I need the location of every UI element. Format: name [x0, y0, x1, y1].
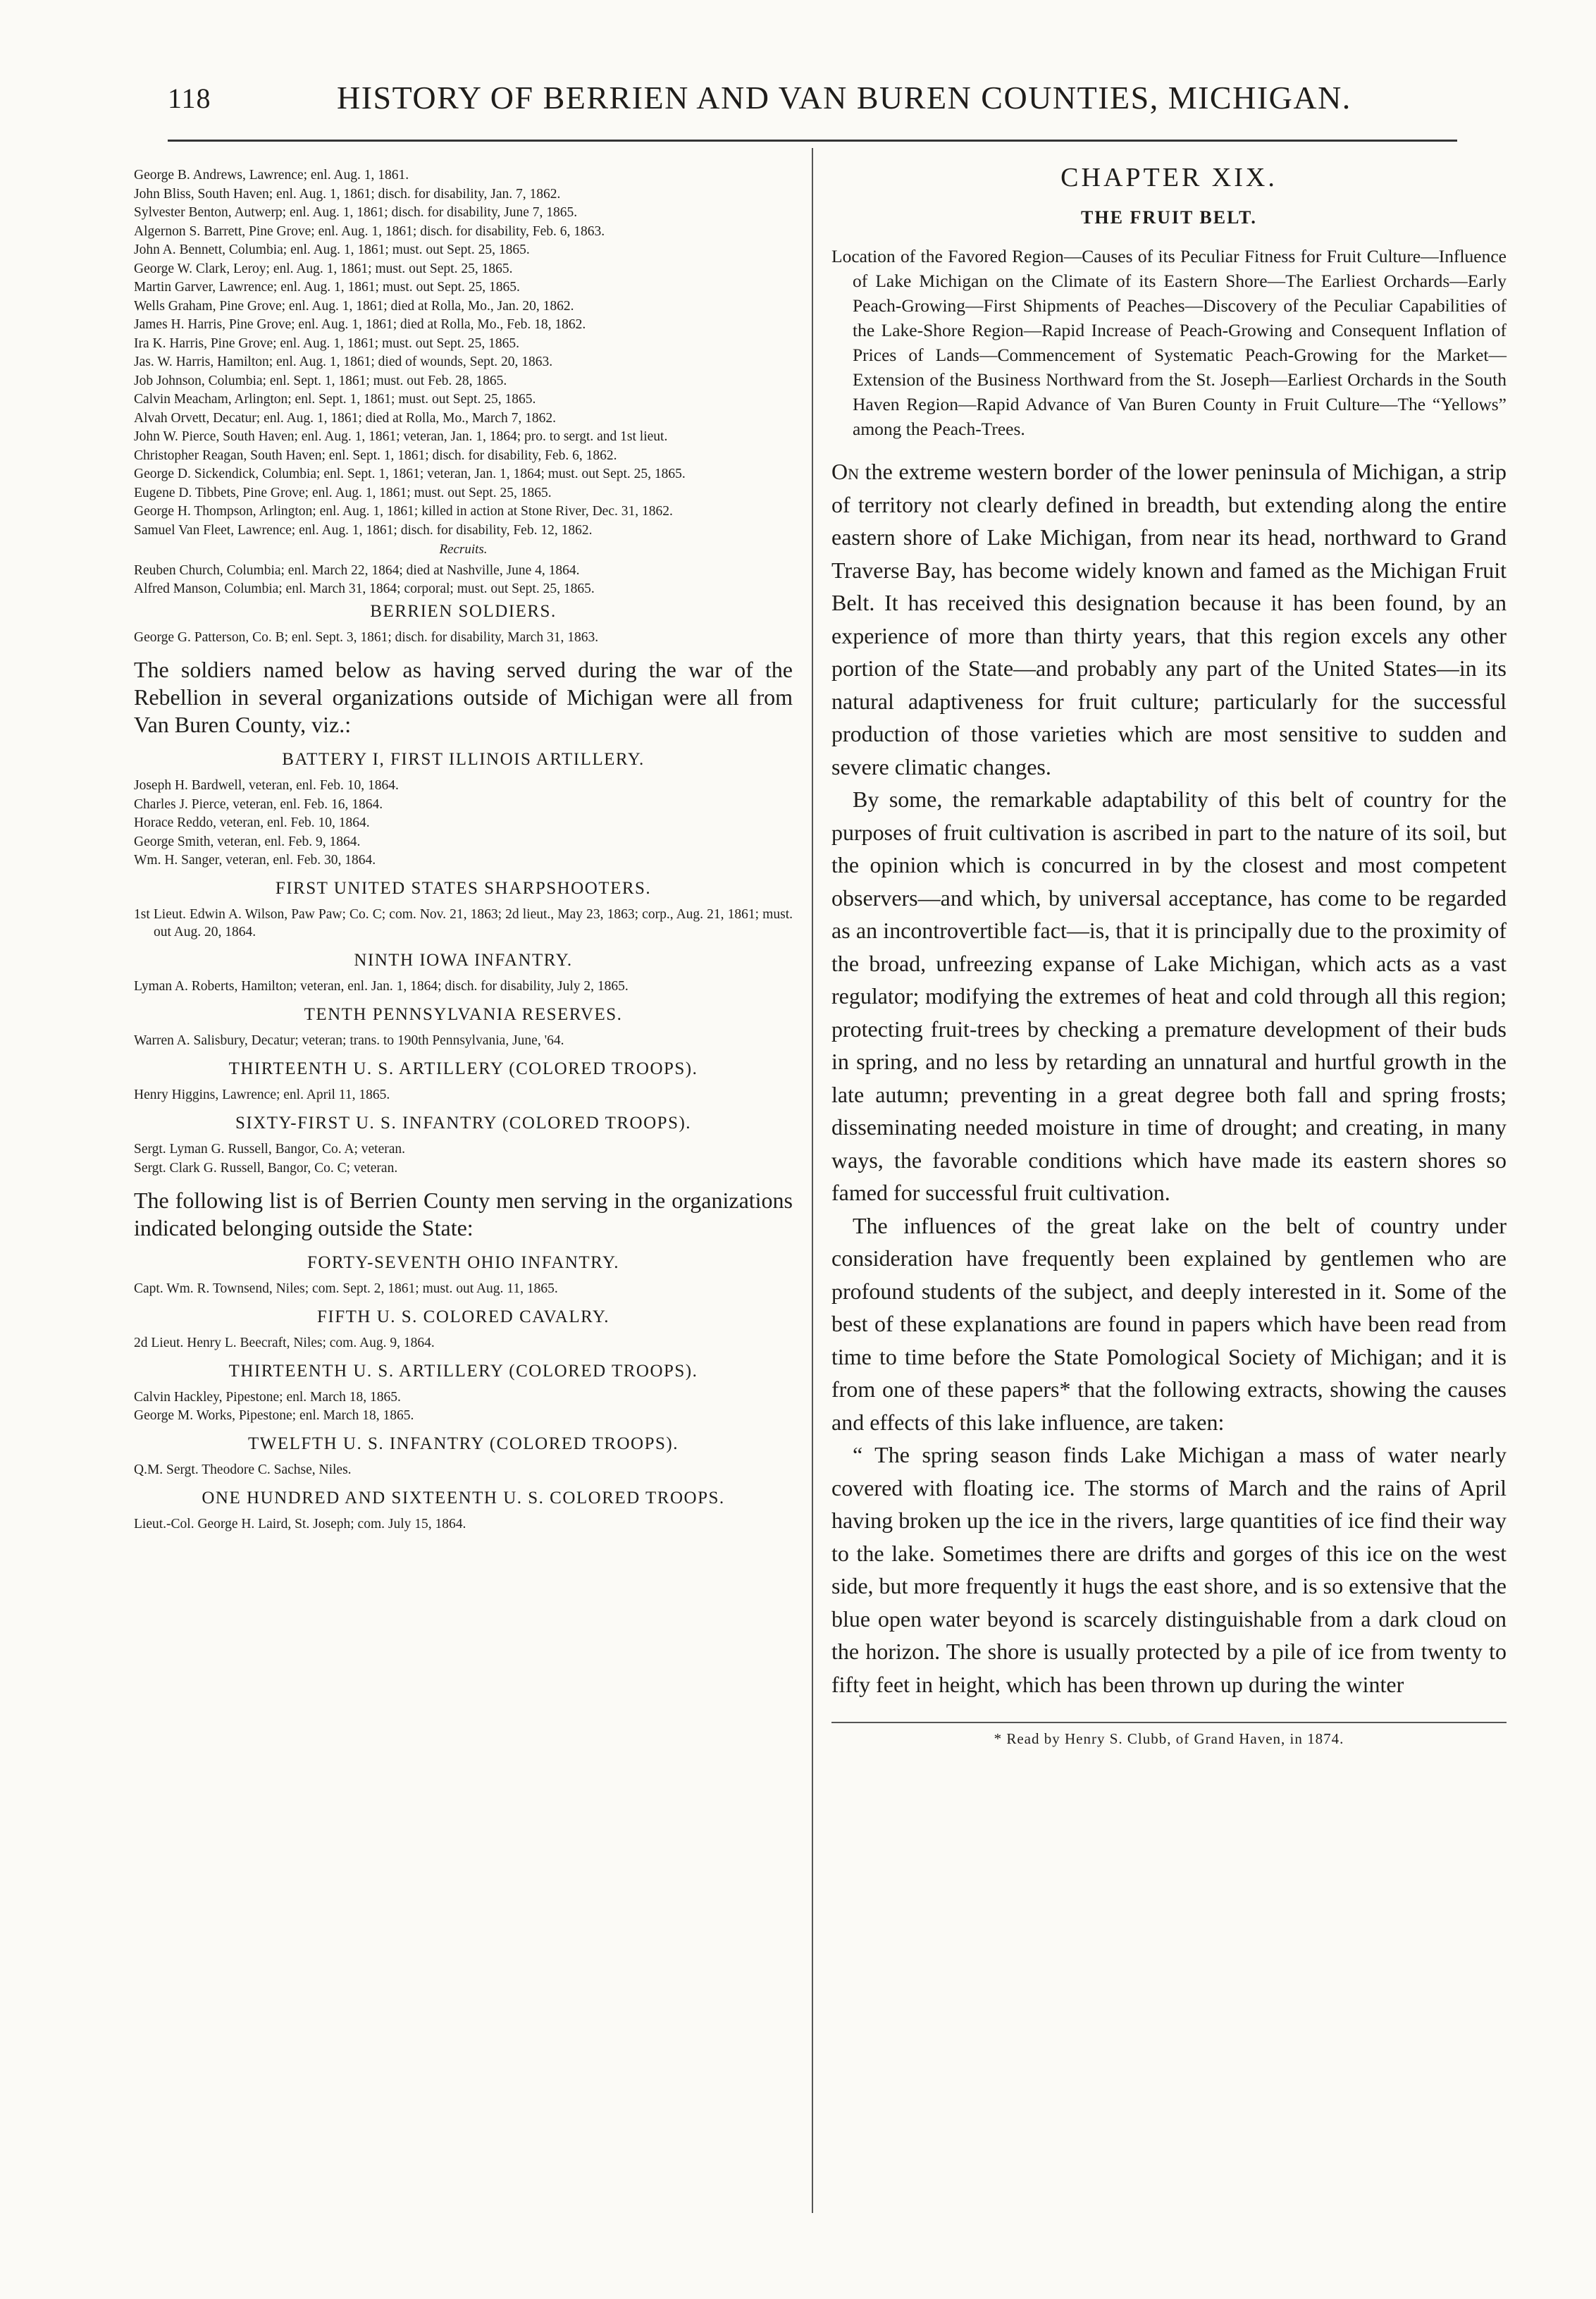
roster-entry: Alfred Manson, Columbia; enl. March 31, 1864; corporal; must. out Sept. 25, 1865.: [134, 581, 595, 596]
roster-entry: Calvin Meacham, Arlington; enl. Sept. 1, 1861; must. out Sept. 25, 1865.: [134, 392, 536, 407]
unit-section: [134, 1307, 793, 1352]
roster-entry: John Bliss, South Haven; enl. Aug. 1, 1861; disch. for disability, Jan. 7, 1862.: [134, 186, 561, 202]
roster-entry: Sylvester Benton, Autwerp; enl. Aug. 1, 1861; disch. for disability, June 7, 1865.: [134, 205, 578, 220]
unit-heading: FORTY-SEVENTH OHIO INFANTRY.: [307, 1252, 620, 1272]
roster-entry: George W. Clark, Leroy; enl. Aug. 1, 1861; must. out Sept. 25, 1865.: [134, 261, 513, 276]
roster-entry: George B. Andrews, Lawrence; enl. Aug. 1, 1861.: [134, 168, 409, 183]
roster-entry: James H. Harris, Pine Grove; enl. Aug. 1, 1861; died at Rolla, Mo., Feb. 18, 1862.: [134, 317, 586, 332]
roster-entry: 2d Lieut. Henry L. Beecraft, Niles; com. Aug. 9, 1864.: [134, 1335, 435, 1350]
roster-entry: George Smith, veteran, enl. Feb. 9, 1864.: [134, 834, 361, 849]
roster-entry: Capt. Wm. R. Townsend, Niles; com. Sept. 2, 1861; must. out Aug. 11, 1865.: [134, 1281, 558, 1296]
unit-heading: ONE HUNDRED AND SIXTEENTH U. S. COLORED TROOPS.: [202, 1489, 725, 1508]
recruits-list: [134, 562, 793, 598]
roster-entry: Christopher Reagan, South Haven; enl. Sept. 1, 1861; disch. for disability, Feb. 6, 1862.: [134, 448, 617, 463]
left-column: [134, 166, 793, 1534]
unit-section: [134, 1489, 793, 1533]
roster-entry: Samuel Van Fleet, Lawrence; enl. Aug. 1, 1861; disch. for disability, Feb. 12, 1862.: [134, 522, 593, 538]
footnote-rule: [831, 1722, 1507, 1723]
roster-entry: Q.M. Sergt. Theodore C. Sachse, Niles.: [134, 1462, 352, 1477]
roster-entry: George H. Thompson, Arlington; enl. Aug. 1, 1861; killed in action at Stone River, Dec. 31, 1862.: [134, 504, 673, 519]
roster-entry: Lieut.-Col. George H. Laird, St. Joseph; com. July 15, 1864.: [134, 1517, 466, 1531]
body-paragraph-1-text: the extreme western border of the lower peninsula of Michigan, a strip of territory not clearly defined in breadth, but extending along the entire eastern shore of Lake Michigan, from near its head, northward to Grand Traverse Bay, has become widely known and famed as the Michigan Fruit Belt. It has received this designation because it has been found, by an experience of more than thirty years, that this region excels any other portion of the State—and probably any part of the United States—in its natural adaptiveness for fruit culture; particularly for the successful production of those varieties which are most sensitive to sudden and severe climatic changes.: [831, 459, 1507, 779]
berrien-soldiers-list: [134, 629, 793, 646]
unit-heading: FIRST UNITED STATES SHARPSHOOTERS.: [275, 879, 652, 898]
roster-entry: Jas. W. Harris, Hamilton; enl. Aug. 1, 1861; died of wounds, Sept. 20, 1863.: [134, 355, 553, 369]
unit-heading: THIRTEENTH U. S. ARTILLERY (COLORED TROOPS).: [228, 1361, 698, 1381]
roster-entry: Sergt. Clark G. Russell, Bangor, Co. C; veteran.: [134, 1160, 398, 1176]
unit-section: [134, 879, 793, 941]
van-buren-units: [134, 750, 793, 1177]
roster-top: [134, 166, 793, 539]
right-column: [831, 162, 1507, 1748]
roster-entry: George G. Patterson, Co. B; enl. Sept. 3, 1861; disch. for disability, March 31, 1863.: [134, 630, 599, 645]
page-number: 118: [168, 82, 211, 114]
unit-section: [134, 1253, 793, 1298]
roster-entry: John W. Pierce, South Haven; enl. Aug. 1, 1861; veteran, Jan. 1, 1864; pro. to sergt. and 1st lieut.: [134, 429, 668, 444]
intro-berrien: The following list is of Berrien County men serving in the organizations indicated belonging outside the State:: [134, 1187, 793, 1240]
unit-section: [134, 750, 793, 869]
unit-heading: FIFTH U. S. COLORED CAVALRY.: [316, 1307, 610, 1326]
roster-entry: Charles J. Pierce, veteran, enl. Feb. 16, 1864.: [134, 796, 383, 812]
berrien-soldiers-heading: BERRIEN SOLDIERS.: [370, 602, 557, 621]
chapter-synopsis: Location of the Favored Region—Causes of its Peculiar Fitness for Fruit Culture—Influence of Lake Michigan on the Climate of its Eastern Shore—The Earliest Orchards—Early Peach-Growing—First Shipments of Peaches—Discovery of the Peculiar Capabilities of the Lake-Shore Region—Rapid Increase of Peach-Growing and Consequent Inflation of Prices of Lands—Commencement of Systematic Peach-Growing for the Market—Extension of the Business Northward from the St. Joseph—Earliest Orchards in the South Haven Region—Rapid Advance of Van Buren County in Fruit Culture—The “Yellows” among the Peach-Trees.: [831, 246, 1507, 439]
running-title: HISTORY OF BERRIEN AND VAN BUREN COUNTIES, MICHIGAN.: [337, 80, 1351, 116]
unit-heading: BATTERY I, FIRST ILLINOIS ARTILLERY.: [282, 750, 645, 769]
roster-entry: Martin Garver, Lawrence; enl. Aug. 1, 1861; must. out Sept. 25, 1865.: [134, 280, 520, 295]
recruits-label: Recruits.: [439, 541, 488, 557]
roster-entry: 1st Lieut. Edwin A. Wilson, Paw Paw; Co. C; com. Nov. 21, 1863; 2d lieut., May 23, 1863; corp., Aug. 21, 1861; must. out Aug. 20, 1864.: [134, 907, 793, 939]
roster-entry: John A. Bennett, Columbia; enl. Aug. 1, 1861; must. out Sept. 25, 1865.: [134, 242, 530, 257]
drop-lead: On: [831, 459, 859, 484]
roster-entry: Alvah Orvett, Decatur; enl. Aug. 1, 1861; died at Rolla, Mo., March 7, 1862.: [134, 410, 556, 426]
body-paragraph-2: By some, the remarkable adaptability of this belt of country for the purposes of fruit cultivation is ascribed in part to the nature of its soil, but the opinion which is concurred in by the closest and most competent observers—and which, by universal acceptance, has come to be regarded as an incontrovertible fact—is, that it is principally due to the proximity of the broad, unfreezing expanse of Lake Michigan, which acts as a vast regulator; modifying the extremes of heat and cold through all this region; protecting fruit-trees by checking a premature development of their buds in spring, and no less by retarding an unnatural and hurtful growth in the late autumn; preventing in a great degree both fall and spring frosts; disseminating needed moisture in time of drought; and creating, in many ways, the favorable conditions which have made its eastern shores so famed for successful fruit cultivation.: [831, 787, 1507, 1205]
roster-entry: George M. Works, Pipestone; enl. March 18, 1865.: [134, 1408, 414, 1423]
unit-section: [134, 951, 793, 995]
roster-entry: Joseph H. Bardwell, veteran, enl. Feb. 10, 1864.: [134, 778, 399, 793]
body-paragraph-4: “ The spring season finds Lake Michigan a mass of water nearly covered with floating ice. The storms of March and the rains of April having broken up the ice in the rivers, large quantities of ice find their way to the lake. Sometimes there are drifts and gorges of this ice on the west side, but more frequently it hugs the east shore, and is so extensive that the blue open water beyond is scarcely distinguishable from a dark cloud on the horizon. The shore is usually protected by a pile of ice from twenty to fifty feet in height, which has been thrown up during the winter: [831, 1442, 1507, 1697]
body-paragraph-1: [831, 455, 1507, 783]
unit-heading: THIRTEENTH U. S. ARTILLERY (COLORED TROOPS).: [228, 1059, 698, 1078]
roster-entry: George D. Sickendick, Columbia; enl. Sept. 1, 1861; veteran, Jan. 1, 1864; must. out Sept. 25, 1865.: [134, 467, 686, 481]
roster-entry: Wells Graham, Pine Grove; enl. Aug. 1, 1861; died at Rolla, Mo., Jan. 20, 1862.: [134, 298, 574, 314]
roster-entry: Eugene D. Tibbets, Pine Grove; enl. Aug. 1, 1861; must. out Sept. 25, 1865.: [134, 485, 552, 500]
roster-entry: Henry Higgins, Lawrence; enl. April 11, 1865.: [134, 1087, 390, 1102]
roster-entry: Lyman A. Roberts, Hamilton; veteran, enl. Jan. 1, 1864; disch. for disability, July 2, 1865.: [134, 979, 629, 994]
body-paragraph-3: The influences of the great lake on the belt of country under consideration have frequently been explained by gentlemen who are profound students of the subject, and deeply interested in it. Some of the best of these explanations are found in papers which have been read from time to time before the State Pomological Society of Michigan; and it is from one of these papers* that the following extracts, showing the causes and effects of this lake influence, are taken:: [831, 1212, 1507, 1435]
unit-heading: TWELFTH U. S. INFANTRY (COLORED TROOPS).: [248, 1434, 679, 1453]
column-divider: [812, 148, 813, 2213]
unit-section: [134, 1005, 793, 1049]
roster-entry: Horace Reddo, veteran, enl. Feb. 10, 1864.: [134, 815, 370, 830]
chapter-title: CHAPTER XIX.: [1060, 163, 1278, 192]
section-title: THE FRUIT BELT.: [1081, 207, 1257, 228]
roster-entry: Reuben Church, Columbia; enl. March 22, 1864; died at Nashville, June 4, 1864.: [134, 562, 580, 578]
unit-heading: NINTH IOWA INFANTRY.: [354, 951, 573, 970]
unit-section: [134, 1059, 793, 1104]
roster-entry: Ira K. Harris, Pine Grove; enl. Aug. 1, 1861; must. out Sept. 25, 1865.: [134, 335, 520, 351]
roster-entry: Algernon S. Barrett, Pine Grove; enl. Aug. 1, 1861; disch. for disability, Feb. 6, 1863.: [134, 223, 605, 239]
berrien-units: [134, 1253, 793, 1534]
roster-entry: Job Johnson, Columbia; enl. Sept. 1, 1861; must. out Feb. 28, 1865.: [134, 373, 507, 388]
unit-heading: TENTH PENNSYLVANIA RESERVES.: [304, 1005, 623, 1024]
unit-heading: SIXTY-FIRST U. S. INFANTRY (COLORED TROOPS).: [235, 1114, 692, 1133]
roster-entry: Sergt. Lyman G. Russell, Bangor, Co. A; veteran.: [134, 1142, 406, 1157]
page-header: [168, 76, 1457, 121]
roster-entry: Warren A. Salisbury, Decatur; veteran; trans. to 190th Pennsylvania, June, '64.: [134, 1033, 564, 1048]
unit-section: [134, 1434, 793, 1479]
roster-entry: Wm. H. Sanger, veteran, enl. Feb. 30, 1864.: [134, 853, 376, 868]
intro-van-buren: The soldiers named below as having served during the war of the Rebellion in several organizations outside of Michigan were all from Van Buren County, viz.:: [134, 657, 793, 737]
unit-section: [134, 1362, 793, 1425]
roster-entry: Calvin Hackley, Pipestone; enl. March 18, 1865.: [134, 1389, 401, 1405]
unit-section: [134, 1114, 793, 1177]
header-rule: [168, 140, 1457, 142]
footnote: * Read by Henry S. Clubb, of Grand Haven, in 1874.: [994, 1730, 1344, 1747]
